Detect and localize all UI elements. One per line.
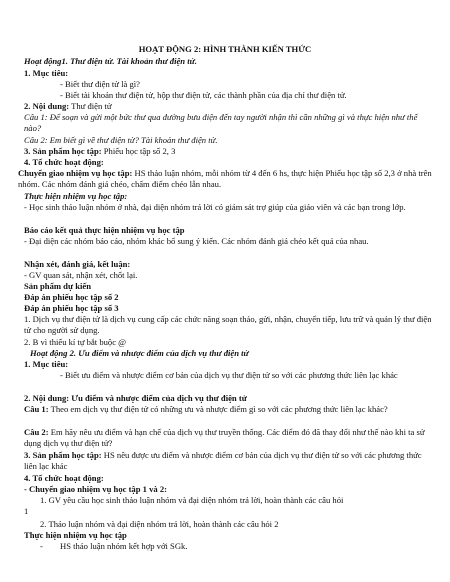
- hd1-dap-an-2: Đáp án phiếu học tập số 2: [24, 292, 119, 302]
- hd1-muc-tieu-label: 1. Mục tiêu:: [24, 68, 69, 78]
- hd2-muc-tieu-label: 1. Mục tiêu:: [24, 359, 69, 369]
- hd2-cg-item-1: 1. GV yêu cầu học sinh thảo luận nhóm và đại diện nhóm trả lời, hoàn thành các câu hỏi: [40, 495, 344, 505]
- hd2-chuyen-giao: - Chuyển giao nhiệm vụ học tập 1 và 2:: [24, 484, 168, 494]
- hd2-cau1-text: Theo em dịch vụ thư điện tử có những ưu và nhược điểm gì so với các phương thức liên lạc khác?: [48, 404, 388, 414]
- hd1-muc-tieu-2: - Biết tài khoản thư điện tử, hộp thư điện tử, các thành phần của địa chỉ thư điện tử.: [60, 90, 347, 100]
- hd1-dap-an-3-item-2: 2. B vì thiếu kí tự bắt buộc @: [24, 337, 127, 347]
- hd1-thuc-hien-label: Thực hiện nhiệm vụ học tập:: [24, 191, 128, 201]
- hd1-bao-cao-text: - Đại diện các nhóm báo cáo, nhóm khác bổ sung ý kiến. Các nhóm đánh giá chéo kết quả của nhau.: [24, 236, 369, 246]
- hd1-thuc-hien-text: - Học sinh thảo luận nhóm ở nhà, đại diện nhóm trả lời có giám sát trợ giúp của giáo viên và các bạn trong lớp.: [24, 202, 406, 212]
- hd2-san-pham: [24, 450, 434, 473]
- hd1-san-pham-du-kien: Sản phẩm dự kiến: [24, 281, 92, 291]
- hd2-thuc-hien-text: HS thảo luận nhóm kết hợp với SGk.: [60, 541, 188, 551]
- hd2-muc-tieu-1: - Biết ưu điểm và nhược điểm cơ bản của dịch vụ thư điện tử so với các phương thức liên lạc khác: [60, 370, 398, 380]
- hd1-san-pham: [24, 146, 434, 157]
- hd1-heading: Hoạt động1. Thư điện tử. Tài khoản thư điện tử.: [24, 56, 197, 66]
- hd2-san-pham-text: HS nêu được ưu điểm và nhược điểm cơ bản của dịch vụ thư điện tử so với các phương thức liên lạc khác: [24, 450, 422, 472]
- hd2-cau2-text: Em hãy nêu ưu điểm và hạn chế của dịch vụ thư truyền thống. Các điểm đó đã thay đổi như thế nào khi ta sử dụng dịch vụ thư điện tử?: [24, 427, 425, 449]
- hd1-nhan-xet-text: - GV quan sát, nhận xét, chốt lại.: [24, 270, 138, 280]
- hd1-dap-an-3-item-1: 1. Dịch vụ thư điện tử là dịch vụ cung cấp các chức năng soạn thảo, gửi, nhận, chuyển tiếp, lưu trữ và quản lý thư điện tử cho người sử dụng.: [24, 314, 432, 336]
- hd2-thuc-hien-item: [40, 541, 434, 552]
- hd2-heading: Hoạt động 2. Ưu điểm và nhược điểm của dịch vụ thư điện tử: [30, 348, 249, 358]
- hd2-thuc-hien-label: Thực hiện nhiệm vụ học tập: [24, 530, 127, 540]
- hd2-cau1: [24, 404, 434, 415]
- hd1-chuyen-giao: [18, 168, 434, 191]
- hd1-nhan-xet-label: Nhận xét, đánh giá, kết luận:: [24, 259, 131, 269]
- hd1-cau2: Câu 2: Em biết gì về thư điện tử? Tài khoản thư điện tử.: [24, 135, 218, 145]
- hd2-thuc-hien-dash: -: [40, 541, 43, 551]
- hd2-san-pham-label: 3. Sản phẩm học tập:: [24, 450, 102, 460]
- hd1-noi-dung-text: Thư điện tử: [69, 101, 112, 111]
- hd2-cau2: [24, 427, 434, 450]
- hd1-dap-an-3: Đáp án phiếu học tập số 3: [24, 303, 119, 313]
- hd2-cg-item-1-cont: 1: [24, 506, 29, 516]
- hd1-to-chuc: 4. Tổ chức hoạt động:: [24, 157, 104, 167]
- hd1-cau1: Câu 1: Để soạn và gửi một bức thư qua đường bưu điện đến tay người nhận thì cần những gì và thực hiện như thế nào?: [24, 112, 418, 134]
- hd1-chuyen-giao-label: Chuyển giao nhiệm vụ học tập:: [18, 168, 133, 178]
- hd1-noi-dung: [24, 101, 434, 112]
- hd2-cau1-label: Câu 1:: [24, 404, 49, 414]
- hd2-cau2-label: Câu 2:: [24, 427, 49, 437]
- hd2-to-chuc: 4. Tổ chức hoạt động:: [24, 473, 104, 483]
- hd1-noi-dung-label: 2. Nội dung:: [24, 101, 70, 111]
- hd2-noi-dung: 2. Nội dung: Ưu điểm và nhược điểm của dịch vụ thư điện tử: [24, 393, 247, 403]
- hd2-cg-item-2: 2. Thảo luận nhóm và đại diện nhóm trả lời, hoàn thành các câu hỏi 2: [40, 519, 279, 529]
- page-title: HOẠT ĐỘNG 2: HÌNH THÀNH KIẾN THỨC: [138, 44, 312, 54]
- hd1-bao-cao-label: Báo cáo kết quả thực hiện nhiệm vụ học tập: [24, 225, 185, 235]
- hd1-chuyen-giao-text: HS thảo luận nhóm, mỗi nhóm từ 4 đến 6 hs, thực hiện Phiếu học tập số 2,3 ở nhà trên nhóm. Các nhóm đánh giá chéo, chấm điểm chéo lẫn nhau.: [18, 168, 432, 190]
- hd1-san-pham-text: Phiếu học tập số 2, 3: [101, 146, 176, 156]
- hd1-san-pham-label: 3. Sản phẩm học tập:: [24, 146, 102, 156]
- hd1-muc-tieu-1: - Biết thư điện tử là gì?: [60, 79, 140, 89]
